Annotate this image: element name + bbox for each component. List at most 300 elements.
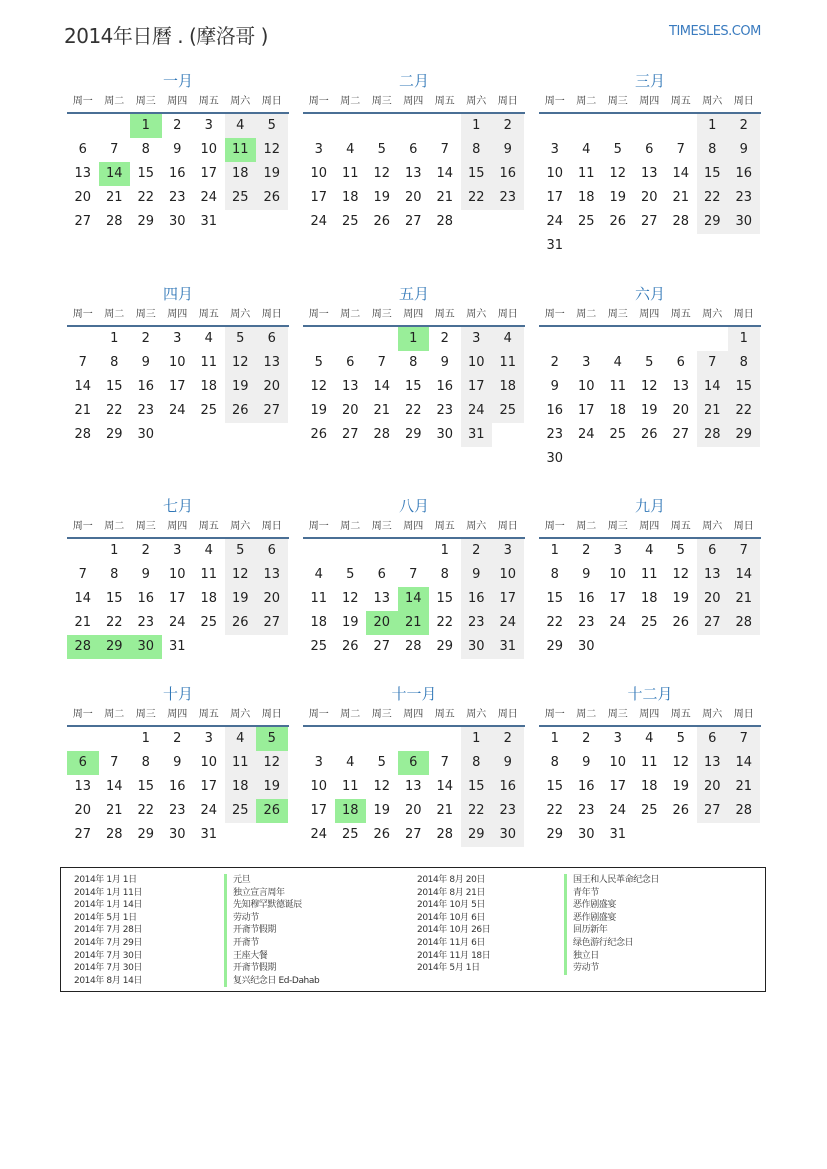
empty-day-cell xyxy=(429,114,461,138)
weekday-label: 周六 xyxy=(230,521,251,532)
weekend-day-cell: 23 xyxy=(728,186,760,210)
weekend-day-cell: 12 xyxy=(225,563,257,587)
weekday-label: 周三 xyxy=(135,521,156,532)
day-cell: 1 xyxy=(440,543,449,558)
weekday-header xyxy=(539,705,761,727)
day-cell: 18 xyxy=(640,591,658,606)
day-cell: 28 xyxy=(105,827,123,842)
weekday-label: 周一 xyxy=(72,309,93,320)
day-cell: 13 xyxy=(373,591,391,606)
weekday-label: 周一 xyxy=(544,96,565,107)
holiday-name: 独立日 xyxy=(564,950,659,963)
day-cell: 25 xyxy=(341,214,359,229)
day-cell: 5 xyxy=(613,142,622,157)
day-cell: 21 xyxy=(672,190,690,205)
weekend-day-cell: 6 xyxy=(697,539,729,563)
weekend-day-cell: 18 xyxy=(492,375,524,399)
weekday-label: 周日 xyxy=(733,96,754,107)
weekend-day-cell: 24 xyxy=(461,399,493,423)
weekday-label: 周四 xyxy=(639,309,660,320)
day-cell: 7 xyxy=(440,142,449,157)
day-cell: 30 xyxy=(546,451,564,466)
empty-day-cell xyxy=(303,727,335,751)
day-cell: 24 xyxy=(577,427,595,442)
month-name: 四月 xyxy=(162,285,193,303)
day-cell: 26 xyxy=(640,427,658,442)
weekday-label: 周六 xyxy=(466,709,487,720)
weekday-label: 周三 xyxy=(607,709,628,720)
day-cell: 3 xyxy=(582,355,591,370)
day-cell: 10 xyxy=(609,755,627,770)
holiday-day-cell: 1 xyxy=(398,327,430,351)
weekend-day-cell: 11 xyxy=(225,751,257,775)
weekday-label: 周日 xyxy=(497,709,518,720)
day-cell: 21 xyxy=(105,803,123,818)
weekday-label: 周六 xyxy=(230,96,251,107)
empty-day-cell xyxy=(366,327,398,351)
day-cell: 4 xyxy=(645,731,654,746)
day-cell: 9 xyxy=(173,142,182,157)
weekday-label: 周六 xyxy=(702,521,723,532)
weekday-label: 周一 xyxy=(308,96,329,107)
day-cell: 17 xyxy=(609,591,627,606)
weekend-day-cell: 19 xyxy=(256,775,288,799)
weekday-label: 周一 xyxy=(308,709,329,720)
weekday-label: 周四 xyxy=(167,709,188,720)
day-cell: 7 xyxy=(78,567,87,582)
weekend-day-cell: 9 xyxy=(492,751,524,775)
day-cell: 24 xyxy=(609,615,627,630)
month-name: 十二月 xyxy=(627,685,673,703)
day-cell: 26 xyxy=(310,427,328,442)
day-cell: 29 xyxy=(137,214,155,229)
weekend-day-cell: 30 xyxy=(728,210,760,234)
day-cell: 11 xyxy=(640,755,658,770)
day-cell: 2 xyxy=(582,731,591,746)
weekend-day-cell: 22 xyxy=(697,186,729,210)
day-cell: 1 xyxy=(550,731,559,746)
weekday-label: 周三 xyxy=(371,309,392,320)
holiday-name: 回历新年 xyxy=(564,924,659,937)
weekday-header xyxy=(303,92,525,114)
empty-day-cell xyxy=(99,114,131,138)
day-cell: 2 xyxy=(582,543,591,558)
weekday-label: 周日 xyxy=(261,96,282,107)
holiday-dates-col-2 xyxy=(417,874,490,975)
weekday-header xyxy=(303,705,525,727)
day-cell: 11 xyxy=(609,379,627,394)
weekend-day-cell: 4 xyxy=(225,727,257,751)
holiday-day-cell: 29 xyxy=(99,635,131,659)
day-cell: 2 xyxy=(173,731,182,746)
holiday-name: 国王和人民革命纪念日 xyxy=(564,874,659,887)
day-cell: 18 xyxy=(310,615,328,630)
day-cell: 20 xyxy=(404,803,422,818)
day-cell: 25 xyxy=(200,615,218,630)
day-cell: 5 xyxy=(346,567,355,582)
day-cell: 5 xyxy=(676,731,685,746)
day-cell: 20 xyxy=(404,190,422,205)
weekday-label: 周日 xyxy=(261,521,282,532)
day-cell: 6 xyxy=(409,142,418,157)
empty-day-cell xyxy=(335,727,367,751)
day-grid xyxy=(539,114,761,258)
day-cell: 8 xyxy=(110,567,119,582)
weekend-day-cell: 6 xyxy=(256,539,288,563)
day-cell: 7 xyxy=(409,567,418,582)
day-grid xyxy=(303,114,525,234)
weekend-day-cell: 1 xyxy=(728,327,760,351)
weekend-day-cell: 31 xyxy=(492,635,524,659)
day-cell: 1 xyxy=(550,543,559,558)
weekend-day-cell: 14 xyxy=(728,751,760,775)
empty-day-cell xyxy=(366,114,398,138)
weekend-day-cell: 10 xyxy=(492,563,524,587)
holiday-date: 2014年 1月 11日 xyxy=(74,887,143,898)
day-cell: 25 xyxy=(640,803,658,818)
day-cell: 10 xyxy=(609,567,627,582)
weekday-header xyxy=(539,517,761,539)
weekday-label: 周三 xyxy=(371,709,392,720)
day-cell: 4 xyxy=(314,567,323,582)
weekend-day-cell: 8 xyxy=(461,138,493,162)
weekend-day-cell: 6 xyxy=(697,727,729,751)
day-cell: 25 xyxy=(310,639,328,654)
day-cell: 25 xyxy=(341,827,359,842)
weekday-label: 周五 xyxy=(434,96,455,107)
weekend-day-cell: 5 xyxy=(225,327,257,351)
empty-day-cell xyxy=(634,114,666,138)
weekday-label: 周四 xyxy=(403,96,424,107)
weekend-day-cell: 12 xyxy=(225,351,257,375)
day-cell: 4 xyxy=(613,355,622,370)
day-cell: 24 xyxy=(168,403,186,418)
weekday-label: 周五 xyxy=(434,521,455,532)
day-cell: 3 xyxy=(613,543,622,558)
day-cell: 12 xyxy=(373,166,391,181)
holiday-name: 劳动节 xyxy=(564,962,659,975)
day-cell: 4 xyxy=(582,142,591,157)
day-cell: 17 xyxy=(577,403,595,418)
holiday-day-cell: 20 xyxy=(366,611,398,635)
weekday-label: 周日 xyxy=(261,309,282,320)
weekday-label: 周日 xyxy=(733,521,754,532)
weekend-day-cell: 2 xyxy=(728,114,760,138)
month-block xyxy=(539,70,761,258)
weekday-label: 周六 xyxy=(702,709,723,720)
weekend-day-cell: 20 xyxy=(697,587,729,611)
empty-day-cell xyxy=(67,327,99,351)
weekday-header xyxy=(67,517,289,539)
holiday-date: 2014年 8月 14日 xyxy=(74,975,143,986)
day-cell: 1 xyxy=(141,731,150,746)
weekday-label: 周三 xyxy=(135,96,156,107)
day-cell: 29 xyxy=(436,639,454,654)
site-link[interactable]: TIMESLES.COM xyxy=(669,24,761,39)
weekday-label: 周日 xyxy=(497,521,518,532)
weekend-day-cell: 14 xyxy=(728,563,760,587)
day-cell: 15 xyxy=(436,591,454,606)
day-cell: 28 xyxy=(672,214,690,229)
weekend-day-cell: 15 xyxy=(697,162,729,186)
day-cell: 12 xyxy=(341,591,359,606)
empty-day-cell xyxy=(303,114,335,138)
weekday-label: 周五 xyxy=(670,96,691,107)
day-cell: 27 xyxy=(74,214,92,229)
weekday-label: 周一 xyxy=(308,521,329,532)
weekday-label: 周日 xyxy=(497,309,518,320)
day-cell: 15 xyxy=(105,379,123,394)
day-cell: 26 xyxy=(373,214,391,229)
holiday-name: 绿色游行纪念日 xyxy=(564,937,659,950)
month-name: 八月 xyxy=(398,497,429,515)
day-cell: 27 xyxy=(341,427,359,442)
weekend-day-cell: 30 xyxy=(461,635,493,659)
weekend-day-cell: 15 xyxy=(461,162,493,186)
day-cell: 28 xyxy=(436,214,454,229)
day-cell: 10 xyxy=(200,755,218,770)
month-block xyxy=(67,495,289,659)
weekday-label: 周日 xyxy=(497,96,518,107)
holiday-day-cell: 28 xyxy=(67,635,99,659)
day-cell: 28 xyxy=(404,639,422,654)
holiday-date: 2014年 8月 20日 xyxy=(417,875,486,885)
day-cell: 16 xyxy=(577,591,595,606)
empty-day-cell xyxy=(429,727,461,751)
day-cell: 18 xyxy=(341,190,359,205)
weekday-label: 周三 xyxy=(607,521,628,532)
day-cell: 5 xyxy=(314,355,323,370)
weekday-label: 周四 xyxy=(639,709,660,720)
day-cell: 24 xyxy=(310,827,328,842)
day-cell: 3 xyxy=(173,331,182,346)
month-block xyxy=(67,283,289,447)
day-cell: 14 xyxy=(436,166,454,181)
holiday-date: 2014年 1月 14日 xyxy=(74,900,143,911)
day-grid xyxy=(539,327,761,471)
day-cell: 17 xyxy=(310,190,328,205)
day-cell: 13 xyxy=(74,166,92,181)
weekday-label: 周三 xyxy=(607,96,628,107)
day-cell: 5 xyxy=(645,355,654,370)
day-cell: 11 xyxy=(200,355,218,370)
day-cell: 22 xyxy=(137,803,155,818)
holiday-day-cell: 14 xyxy=(398,587,430,611)
day-cell: 6 xyxy=(377,567,386,582)
day-cell: 3 xyxy=(613,731,622,746)
day-cell: 20 xyxy=(672,403,690,418)
weekday-label: 周五 xyxy=(198,96,219,107)
day-cell: 16 xyxy=(436,379,454,394)
empty-day-cell xyxy=(303,327,335,351)
weekday-label: 周二 xyxy=(104,521,125,532)
day-cell: 20 xyxy=(74,803,92,818)
month-name: 七月 xyxy=(162,497,193,515)
weekday-label: 周四 xyxy=(167,309,188,320)
month-block xyxy=(539,495,761,659)
weekend-day-cell: 29 xyxy=(697,210,729,234)
day-cell: 9 xyxy=(582,755,591,770)
day-cell: 27 xyxy=(74,827,92,842)
day-cell: 17 xyxy=(200,779,218,794)
weekend-day-cell: 29 xyxy=(461,823,493,847)
weekday-label: 周一 xyxy=(544,309,565,320)
month-name: 五月 xyxy=(398,285,429,303)
weekend-day-cell: 23 xyxy=(492,799,524,823)
holiday-day-cell: 18 xyxy=(335,799,367,823)
weekend-day-cell: 6 xyxy=(256,327,288,351)
weekday-label: 周六 xyxy=(230,309,251,320)
weekend-day-cell: 20 xyxy=(256,587,288,611)
page-title: 2014年日曆 . (摩洛哥 ) xyxy=(64,24,268,48)
empty-day-cell xyxy=(335,114,367,138)
day-cell: 26 xyxy=(672,803,690,818)
day-cell: 4 xyxy=(645,543,654,558)
holiday-date: 2014年 10月 5日 xyxy=(417,900,486,911)
day-cell: 30 xyxy=(436,427,454,442)
day-cell: 28 xyxy=(436,827,454,842)
day-cell: 11 xyxy=(200,567,218,582)
day-cell: 15 xyxy=(404,379,422,394)
day-cell: 21 xyxy=(105,190,123,205)
day-cell: 30 xyxy=(168,214,186,229)
day-cell: 22 xyxy=(137,190,155,205)
day-cell: 27 xyxy=(640,214,658,229)
day-cell: 15 xyxy=(546,779,564,794)
weekday-label: 周四 xyxy=(403,309,424,320)
weekend-day-cell: 7 xyxy=(728,539,760,563)
day-cell: 19 xyxy=(310,403,328,418)
empty-day-cell xyxy=(665,327,697,351)
weekend-day-cell: 5 xyxy=(225,539,257,563)
weekend-day-cell: 13 xyxy=(256,563,288,587)
weekend-day-cell: 13 xyxy=(697,751,729,775)
day-cell: 25 xyxy=(200,403,218,418)
day-cell: 12 xyxy=(672,567,690,582)
weekend-day-cell: 23 xyxy=(461,611,493,635)
day-cell: 8 xyxy=(141,755,150,770)
day-cell: 23 xyxy=(137,615,155,630)
month-name: 三月 xyxy=(634,72,665,90)
day-cell: 7 xyxy=(78,355,87,370)
day-cell: 15 xyxy=(105,591,123,606)
day-cell: 29 xyxy=(404,427,422,442)
holiday-date: 2014年 5月 1日 xyxy=(74,912,137,923)
weekday-label: 周五 xyxy=(198,709,219,720)
day-cell: 21 xyxy=(74,615,92,630)
day-cell: 27 xyxy=(373,639,391,654)
holiday-day-cell: 14 xyxy=(99,162,131,186)
weekend-day-cell: 22 xyxy=(461,799,493,823)
weekday-label: 周三 xyxy=(135,309,156,320)
day-cell: 13 xyxy=(404,166,422,181)
weekend-day-cell: 2 xyxy=(492,727,524,751)
holiday-date: 2014年 10月 6日 xyxy=(417,912,486,923)
weekday-label: 周二 xyxy=(576,96,597,107)
day-cell: 10 xyxy=(200,142,218,157)
day-cell: 20 xyxy=(74,190,92,205)
day-cell: 16 xyxy=(137,379,155,394)
weekend-day-cell: 3 xyxy=(492,539,524,563)
day-cell: 23 xyxy=(168,803,186,818)
weekend-day-cell: 4 xyxy=(492,327,524,351)
day-cell: 18 xyxy=(200,379,218,394)
day-cell: 31 xyxy=(609,827,627,842)
day-cell: 13 xyxy=(74,779,92,794)
empty-day-cell xyxy=(571,327,603,351)
holiday-name: 开斋节假期 xyxy=(224,924,319,937)
day-cell: 9 xyxy=(173,755,182,770)
day-cell: 7 xyxy=(676,142,685,157)
weekend-day-cell: 2 xyxy=(492,114,524,138)
day-cell: 11 xyxy=(577,166,595,181)
weekend-day-cell: 27 xyxy=(256,399,288,423)
weekend-day-cell: 1 xyxy=(461,114,493,138)
weekday-label: 周六 xyxy=(702,309,723,320)
day-cell: 15 xyxy=(137,779,155,794)
day-cell: 7 xyxy=(377,355,386,370)
weekend-day-cell: 27 xyxy=(697,799,729,823)
day-cell: 12 xyxy=(640,379,658,394)
holiday-date: 2014年 7月 29日 xyxy=(74,937,143,948)
day-cell: 29 xyxy=(105,427,123,442)
day-cell: 17 xyxy=(310,803,328,818)
holiday-name: 青年节 xyxy=(564,887,659,900)
day-cell: 25 xyxy=(609,427,627,442)
weekday-label: 周日 xyxy=(733,309,754,320)
day-cell: 4 xyxy=(204,543,213,558)
weekend-day-cell: 22 xyxy=(461,186,493,210)
month-name: 十月 xyxy=(162,685,193,703)
day-cell: 28 xyxy=(74,427,92,442)
holiday-date: 2014年 10月 26日 xyxy=(417,925,491,936)
weekend-day-cell: 19 xyxy=(225,587,257,611)
empty-day-cell xyxy=(99,727,131,751)
day-cell: 9 xyxy=(141,567,150,582)
weekend-day-cell: 28 xyxy=(728,799,760,823)
weekend-day-cell: 9 xyxy=(728,138,760,162)
day-cell: 16 xyxy=(577,779,595,794)
day-cell: 22 xyxy=(105,615,123,630)
day-cell: 7 xyxy=(110,142,119,157)
day-cell: 13 xyxy=(640,166,658,181)
day-cell: 20 xyxy=(341,403,359,418)
holiday-day-cell: 26 xyxy=(256,799,288,823)
weekend-day-cell: 29 xyxy=(728,423,760,447)
day-cell: 6 xyxy=(78,142,87,157)
holiday-day-cell: 6 xyxy=(398,751,430,775)
holiday-names-col-1 xyxy=(224,874,319,987)
day-cell: 31 xyxy=(168,639,186,654)
weekday-label: 周六 xyxy=(466,521,487,532)
day-cell: 16 xyxy=(137,591,155,606)
weekend-day-cell: 1 xyxy=(697,114,729,138)
day-cell: 14 xyxy=(373,379,391,394)
weekend-day-cell: 26 xyxy=(225,399,257,423)
weekend-day-cell: 18 xyxy=(225,162,257,186)
empty-day-cell xyxy=(539,327,571,351)
day-cell: 22 xyxy=(546,615,564,630)
day-cell: 2 xyxy=(440,331,449,346)
holiday-name: 复兴纪念日 Ed-Dahab xyxy=(224,975,319,988)
weekend-day-cell: 25 xyxy=(225,799,257,823)
day-cell: 21 xyxy=(373,403,391,418)
day-cell: 23 xyxy=(577,803,595,818)
weekend-day-cell: 10 xyxy=(461,351,493,375)
holiday-name: 先知穆罕默德诞辰 xyxy=(224,899,319,912)
weekend-day-cell: 13 xyxy=(256,351,288,375)
day-cell: 6 xyxy=(645,142,654,157)
